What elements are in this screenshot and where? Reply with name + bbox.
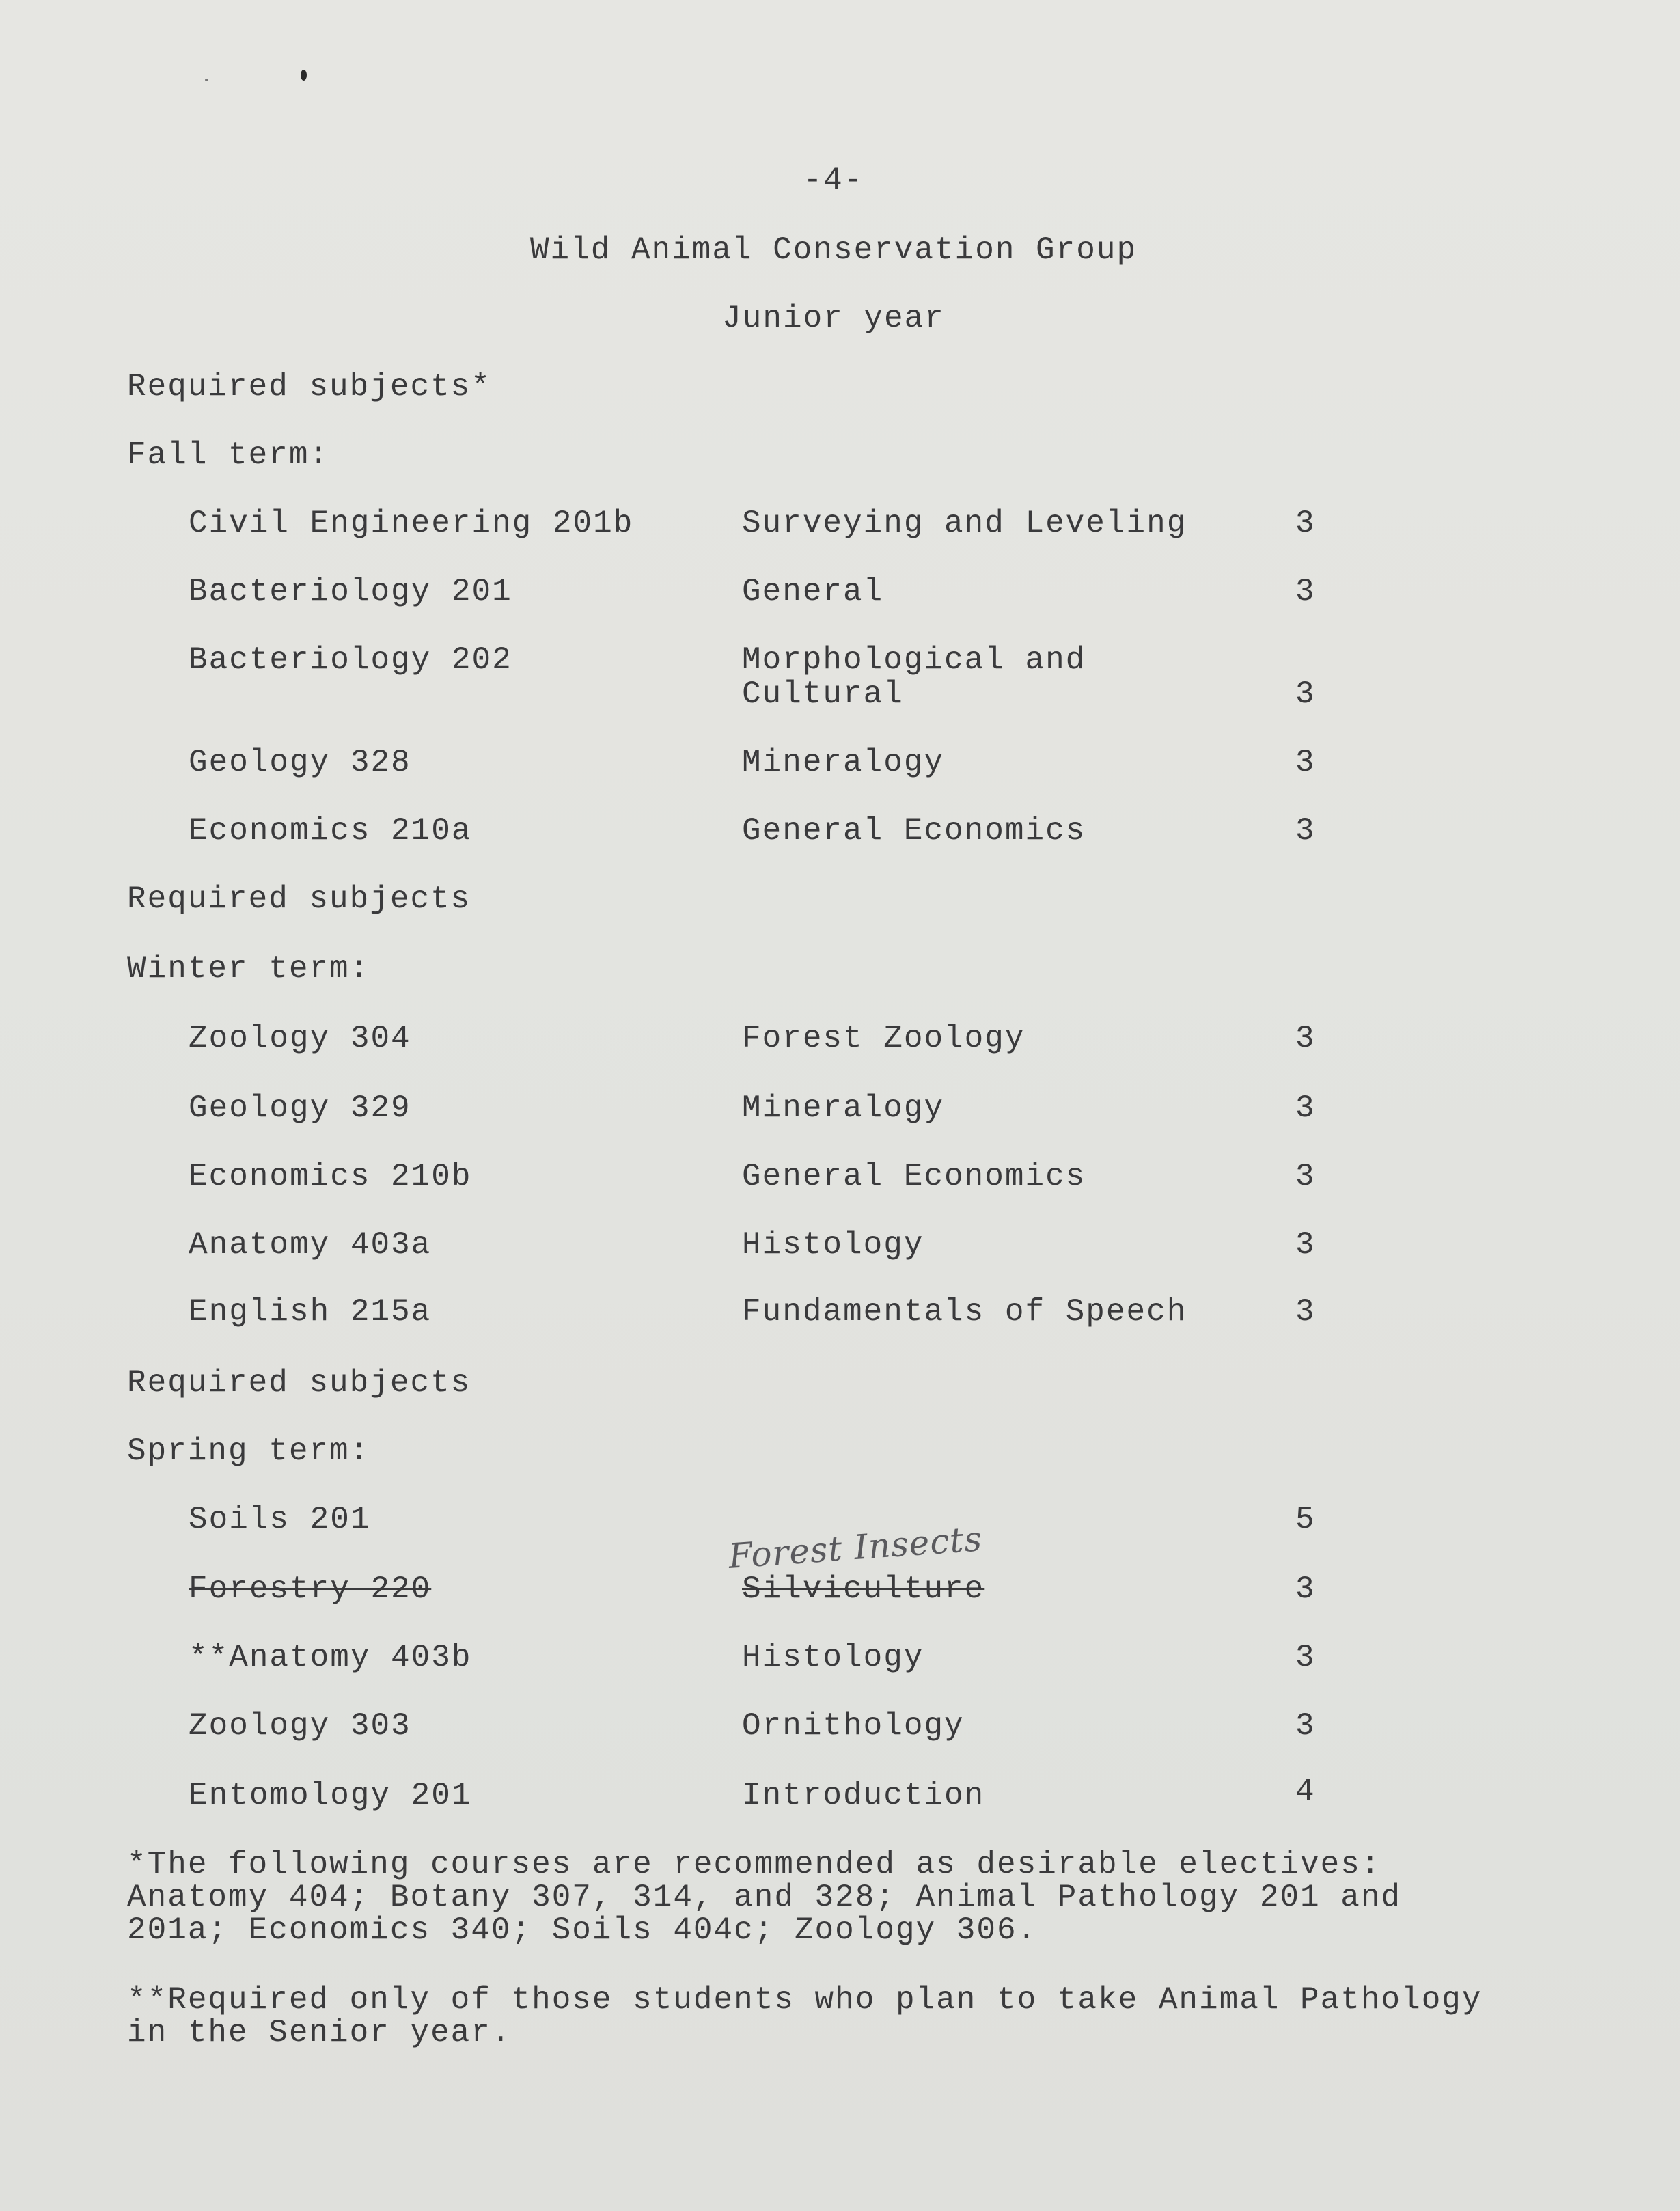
- course-description: Histology: [742, 1640, 924, 1675]
- course-description-struck: Silviculture: [742, 1571, 985, 1607]
- course-name: Civil Engineering 201b: [189, 506, 634, 541]
- course-name: English 215a: [189, 1294, 432, 1330]
- course-name: Economics 210b: [189, 1159, 472, 1194]
- course-credits: 3: [1295, 1159, 1316, 1194]
- course-name: Geology 329: [189, 1090, 411, 1126]
- course-credits: 3: [1295, 1090, 1316, 1126]
- course-description: General Economics: [742, 813, 1086, 849]
- course-credits: 3: [1295, 506, 1316, 541]
- course-credits: 3: [1295, 574, 1316, 609]
- course-description: Mineralogy: [742, 1090, 945, 1126]
- course-credits: 3: [1295, 1708, 1316, 1744]
- course-description: Forest Zoology: [742, 1021, 1025, 1056]
- footnote-electives-line3: 201a; Economics 340; Soils 404c; Zoology 306.: [127, 1912, 1038, 1948]
- winter-required-label: Required subjects: [127, 881, 471, 917]
- page-number: -4-: [803, 163, 864, 198]
- fall-term-label: Fall term:: [127, 437, 330, 473]
- document-subtitle: Junior year: [722, 301, 945, 336]
- course-description: General Economics: [742, 1159, 1086, 1194]
- course-name: Zoology 304: [189, 1021, 411, 1056]
- spring-required-label: Required subjects: [127, 1365, 471, 1401]
- course-credits: 3: [1295, 1021, 1316, 1056]
- document-title: Wild Animal Conservation Group: [529, 232, 1138, 268]
- course-description-line1: Morphological and: [742, 642, 1086, 678]
- fall-required-label: Required subjects*: [127, 369, 491, 404]
- course-name: Zoology 303: [189, 1708, 411, 1744]
- handwritten-correction: Forest Insects: [727, 1519, 984, 1576]
- course-credits: 3: [1295, 745, 1316, 780]
- course-description: Histology: [742, 1227, 924, 1263]
- course-name: Anatomy 403a: [189, 1227, 432, 1263]
- course-credits: 5: [1295, 1502, 1316, 1537]
- footnote-electives-line2: Anatomy 404; Botany 307, 314, and 328; Animal Pathology 201 and: [127, 1880, 1402, 1915]
- course-description: General: [742, 574, 884, 609]
- footnote-pathology-line2: in the Senior year.: [127, 2015, 512, 2050]
- winter-term-label: Winter term:: [127, 951, 370, 987]
- course-credits: 3: [1295, 1227, 1316, 1263]
- course-name: Entomology 201: [189, 1778, 472, 1813]
- course-name: Geology 328: [189, 745, 411, 780]
- course-description-line2: Cultural: [742, 676, 904, 712]
- course-description: Fundamentals of Speech: [742, 1294, 1187, 1330]
- course-credits: 4: [1295, 1774, 1316, 1809]
- ink-speck: [205, 79, 208, 81]
- spring-term-label: Spring term:: [127, 1433, 370, 1469]
- ink-speck: [301, 70, 307, 81]
- course-description: Surveying and Leveling: [742, 506, 1187, 541]
- course-name: Soils 201: [189, 1502, 371, 1537]
- course-description: Mineralogy: [742, 745, 945, 780]
- course-credits: 3: [1295, 813, 1316, 849]
- course-name-struck: Forestry 220: [189, 1571, 432, 1607]
- course-name: Economics 210a: [189, 813, 472, 849]
- course-description: Introduction: [742, 1778, 985, 1813]
- course-credits: 3: [1295, 1640, 1316, 1675]
- course-name: Bacteriology 201: [189, 574, 512, 609]
- footnote-pathology-line1: **Required only of those students who plan to take Animal Pathology: [127, 1982, 1483, 2018]
- course-credits: 3: [1295, 676, 1316, 712]
- course-description: Ornithology: [742, 1708, 965, 1744]
- course-credits: 3: [1295, 1294, 1316, 1330]
- footnote-electives-line1: *The following courses are recommended as desirable electives:: [127, 1847, 1381, 1882]
- course-name: Bacteriology 202: [189, 642, 512, 678]
- course-name: **Anatomy 403b: [189, 1640, 472, 1675]
- course-credits: 3: [1295, 1571, 1316, 1607]
